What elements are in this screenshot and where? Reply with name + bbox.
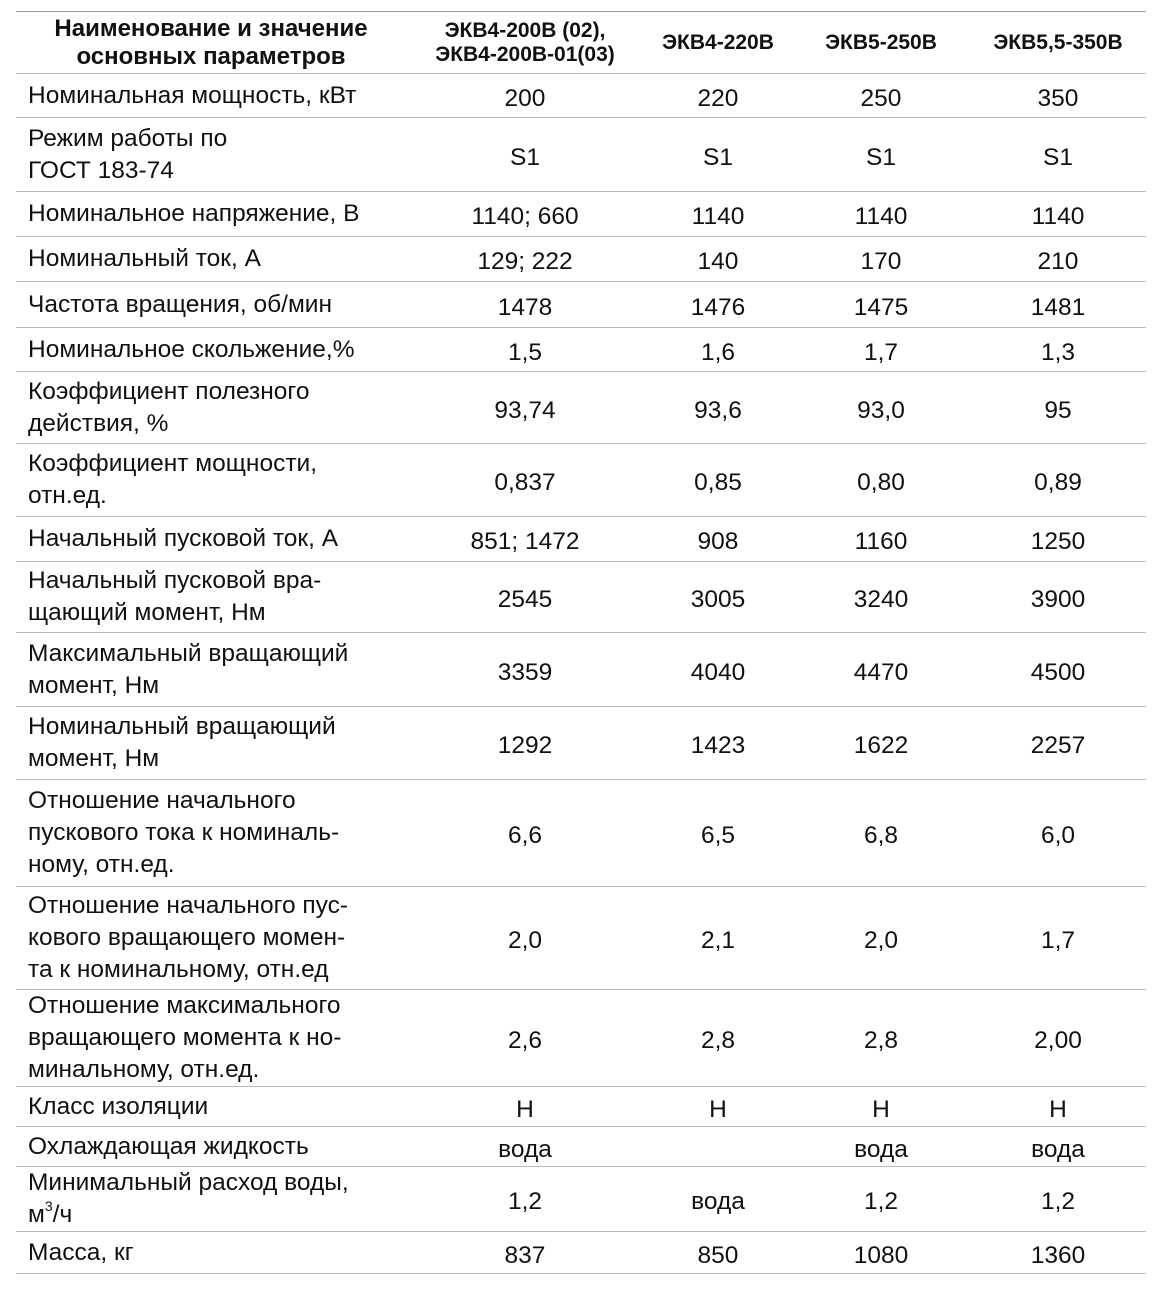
table-row: [16, 237, 1146, 282]
value-cell: 4470: [792, 633, 970, 707]
value-cell: 170: [792, 237, 970, 282]
value-cell: 2,0: [792, 887, 970, 990]
value-cell: Н: [644, 1087, 792, 1127]
param-name: Минимальный расход воды, $м^3/ч$: [16, 1167, 406, 1232]
param-name: Коэффициент полезного действия, %: [16, 372, 406, 444]
value-cell: 851; 1472: [406, 517, 644, 562]
value-cell: 3240: [792, 562, 970, 633]
value-cell: 837: [406, 1232, 644, 1274]
value-cell: 1360: [970, 1232, 1146, 1274]
value-cell: 3359: [406, 633, 644, 707]
value-cell: 250: [792, 74, 970, 118]
table-row: [16, 372, 1146, 444]
param-name: Охлаждающая жидкость: [16, 1127, 406, 1167]
param-name: Номинальное скольжение,%: [16, 328, 406, 372]
value-cell: 2,0: [406, 887, 644, 990]
value-cell: 1160: [792, 517, 970, 562]
header-model-1: ЭКВ4-200В (02), ЭКВ4-200В-01(03): [406, 12, 644, 74]
value-cell: S1: [406, 118, 644, 192]
value-cell: 4500: [970, 633, 1146, 707]
value-cell: 6,6: [406, 780, 644, 887]
value-cell: 1,3: [970, 328, 1146, 372]
value-cell: 1,2: [970, 1167, 1146, 1232]
value-cell: 210: [970, 237, 1146, 282]
value-cell: [644, 1127, 792, 1167]
table-row: [16, 118, 1146, 192]
param-name: Масса, кг: [16, 1232, 406, 1274]
table-row: [16, 1232, 1146, 1274]
value-cell: 6,5: [644, 780, 792, 887]
value-cell: 1080: [792, 1232, 970, 1274]
value-cell: 0,89: [970, 444, 1146, 517]
value-cell: 200: [406, 74, 644, 118]
param-name: Номинальный ток, А: [16, 237, 406, 282]
value-cell: 220: [644, 74, 792, 118]
parameters-table: [16, 11, 1146, 1274]
param-name: Отношение начального пускового тока к номиналь- ному, отн.ед.: [16, 780, 406, 887]
param-name: Отношение максимального вращающего момента к но- минальному, отн.ед.: [16, 990, 406, 1087]
table-row: [16, 517, 1146, 562]
value-cell: 4040: [644, 633, 792, 707]
param-name: Частота вращения, об/мин: [16, 282, 406, 328]
value-cell: 350: [970, 74, 1146, 118]
value-cell: 1,6: [644, 328, 792, 372]
param-name: Коэффициент мощности, отн.ед.: [16, 444, 406, 517]
value-cell: 2,8: [644, 990, 792, 1087]
value-cell: 2,8: [792, 990, 970, 1087]
value-cell: 93,6: [644, 372, 792, 444]
value-cell: 1140: [644, 192, 792, 237]
param-name: Номинальная мощность, кВт: [16, 74, 406, 118]
value-cell: 6,0: [970, 780, 1146, 887]
value-cell: 3900: [970, 562, 1146, 633]
value-cell: вода: [792, 1127, 970, 1167]
table-row: [16, 990, 1146, 1087]
value-cell: 2,6: [406, 990, 644, 1087]
value-cell: 1140: [792, 192, 970, 237]
table-row: [16, 1127, 1146, 1167]
value-cell: 1,5: [406, 328, 644, 372]
value-cell: 1475: [792, 282, 970, 328]
param-name: Начальный пусковой ток, А: [16, 517, 406, 562]
table-row: [16, 1087, 1146, 1127]
value-cell: 0,80: [792, 444, 970, 517]
value-cell: 1,2: [792, 1167, 970, 1232]
value-cell: 93,74: [406, 372, 644, 444]
value-cell: 2,00: [970, 990, 1146, 1087]
param-name: Класс изоляции: [16, 1087, 406, 1127]
param-name: Режим работы по ГОСТ 183-74: [16, 118, 406, 192]
value-cell: 1,2: [406, 1167, 644, 1232]
param-name: Отношение начального пус- кового вращающего момен- та к номинальному, отн.ед: [16, 887, 406, 990]
header-model-2: ЭКВ4-220В: [644, 12, 792, 74]
header-row: [16, 12, 1146, 74]
value-cell: вода: [644, 1167, 792, 1232]
param-name: Номинальный вращающий момент, Нм: [16, 707, 406, 780]
table-row: [16, 282, 1146, 328]
value-cell: 140: [644, 237, 792, 282]
value-cell: 1476: [644, 282, 792, 328]
value-cell: 1140; 660: [406, 192, 644, 237]
value-cell: 93,0: [792, 372, 970, 444]
value-cell: 0,837: [406, 444, 644, 517]
table-row: [16, 633, 1146, 707]
value-cell: 95: [970, 372, 1146, 444]
value-cell: 1423: [644, 707, 792, 780]
value-cell: 1140: [970, 192, 1146, 237]
header-model-3: ЭКВ5-250В: [792, 12, 970, 74]
table-row: [16, 707, 1146, 780]
value-cell: 1478: [406, 282, 644, 328]
header-model-4: ЭКВ5,5-350В: [970, 12, 1146, 74]
value-cell: 1292: [406, 707, 644, 780]
table-row: [16, 444, 1146, 517]
table-row: [16, 74, 1146, 118]
value-cell: 850: [644, 1232, 792, 1274]
value-cell: 6,8: [792, 780, 970, 887]
table-row: [16, 887, 1146, 990]
value-cell: 1,7: [970, 887, 1146, 990]
table-row: [16, 192, 1146, 237]
value-cell: S1: [970, 118, 1146, 192]
value-cell: 908: [644, 517, 792, 562]
header-parameter: Наименование и значение основных параметров: [16, 12, 406, 74]
value-cell: 3005: [644, 562, 792, 633]
value-cell: 2545: [406, 562, 644, 633]
value-cell: 2257: [970, 707, 1146, 780]
value-cell: 1622: [792, 707, 970, 780]
value-cell: 0,85: [644, 444, 792, 517]
value-cell: 1,7: [792, 328, 970, 372]
table-row: [16, 780, 1146, 887]
value-cell: Н: [792, 1087, 970, 1127]
value-cell: 2,1: [644, 887, 792, 990]
value-cell: 129; 222: [406, 237, 644, 282]
value-cell: вода: [406, 1127, 644, 1167]
table-row: [16, 562, 1146, 633]
value-cell: S1: [792, 118, 970, 192]
param-name: Начальный пусковой вра- щающий момент, Нм: [16, 562, 406, 633]
value-cell: вода: [970, 1127, 1146, 1167]
value-cell: S1: [644, 118, 792, 192]
param-name: Номинальное напряжение, В: [16, 192, 406, 237]
value-cell: 1481: [970, 282, 1146, 328]
table-row: [16, 1167, 1146, 1232]
table-row: [16, 328, 1146, 372]
value-cell: Н: [406, 1087, 644, 1127]
value-cell: Н: [970, 1087, 1146, 1127]
value-cell: 1250: [970, 517, 1146, 562]
param-name: Максимальный вращающий момент, Нм: [16, 633, 406, 707]
